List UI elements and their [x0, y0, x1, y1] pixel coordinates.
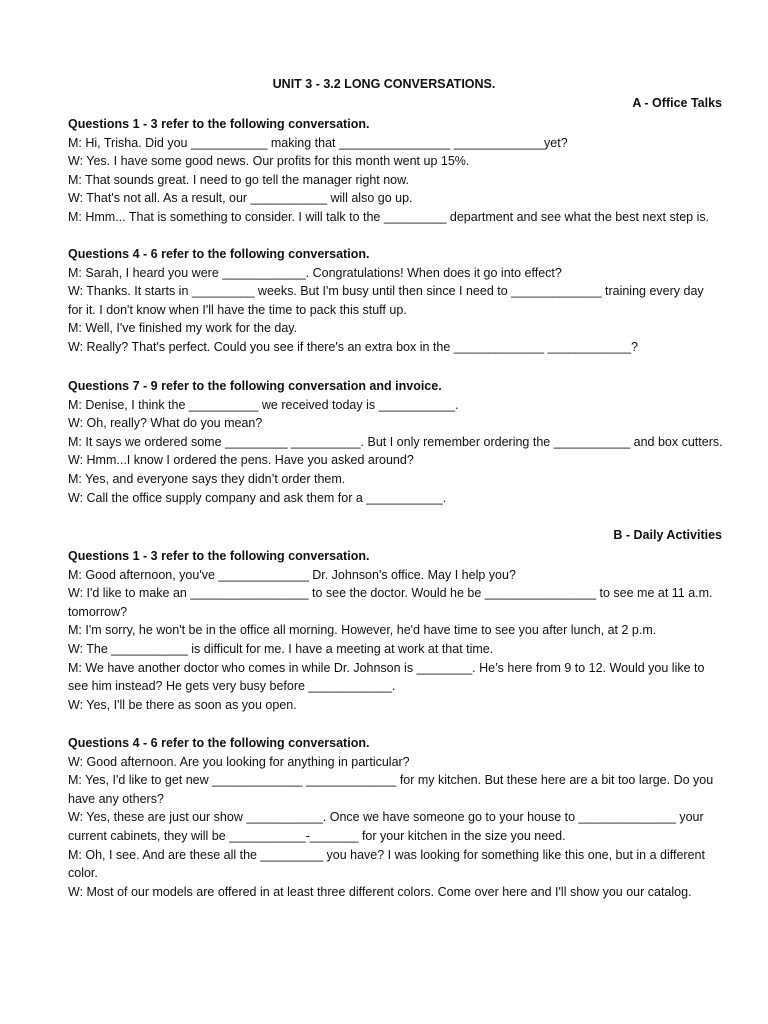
dialogue-line: M: Hmm... That is something to consider. I will talk to the _________ department and see what the best next step is. — [68, 209, 710, 224]
dialogue-line: M: Denise, I think the __________ we received today is ___________. — [68, 397, 459, 412]
dialogue-line: color. — [68, 866, 98, 881]
question-group-a3 — [68, 377, 733, 507]
dialogue-line: W: The ___________ is difficult for me. I have a meeting at work at that time. — [68, 641, 494, 656]
dialogue-line: W: Thanks. It starts in _________ weeks. But I'm busy until then since I need to _____________ training every day — [68, 284, 704, 299]
dialogue-line: W: That's not all. As a result, our ___________ will also go up. — [68, 191, 413, 206]
question-group-a1 — [68, 115, 733, 227]
question-header: Questions 7 - 9 refer to the following conversation and invoice. — [68, 379, 442, 393]
section-heading-daily-activities: B - Daily Activities — [613, 528, 722, 542]
dialogue-line: have any others? — [68, 791, 164, 806]
dialogue-line: W: I'd like to make an _________________ to see the doctor. Would he be ________________ to see me at 11 a.m. — [68, 586, 713, 601]
question-group-b2 — [68, 734, 733, 901]
dialogue-line: M: It says we ordered some _________ __________. But I only remember ordering the ___________ and box cutters. — [68, 434, 723, 449]
question-group-a2 — [68, 245, 733, 357]
dialogue-line: W: Hmm...I know I ordered the pens. Have you asked around? — [68, 453, 414, 468]
dialogue-line: M: Sarah, I heard you were ____________. Congratulations! When does it go into effect? — [68, 265, 562, 280]
dialogue-line: M: We have another doctor who comes in while Dr. Johnson is ________. He’s here from 9 to 12. Would you like to — [68, 660, 705, 675]
dialogue-line: W: Most of our models are offered in at least three different colors. Come over here and I'll show you our catalog. — [68, 884, 692, 899]
dialogue-line: for it. I don't know when I'll have the time to pack this stuff up. — [68, 302, 407, 317]
dialogue-line: W: Oh, really? What do you mean? — [68, 416, 263, 431]
dialogue-line: current cabinets, they will be ___________-_______ for your kitchen in the size you need. — [68, 828, 566, 843]
dialogue-line: M: Oh, I see. And are these all the _________ you have? I was looking for something like this one, but in a different — [68, 847, 705, 862]
dialogue-line: M: I'm sorry, he won't be in the office all morning. However, he'd have time to see you after lunch, at 2 p.m. — [68, 623, 657, 638]
question-header: Questions 4 - 6 refer to the following conversation. — [68, 736, 370, 750]
dialogue-line: M: Well, I've finished my work for the day. — [68, 321, 298, 336]
dialogue-line: W: Yes, these are just our show ___________. Once we have someone go to your house to ______________ your — [68, 810, 704, 825]
dialogue-line: M: Good afternoon, you've _____________ Dr. Johnson's office. May I help you? — [68, 567, 516, 582]
dialogue-line: W: Call the office supply company and ask them for a ___________. — [68, 490, 447, 505]
dialogue-line: W: Yes, I'll be there as soon as you open. — [68, 697, 297, 712]
page-title: UNIT 3 - 3.2 LONG CONVERSATIONS. — [272, 77, 496, 91]
question-header: Questions 1 - 3 refer to the following conversation. — [68, 117, 370, 131]
question-header: Questions 1 - 3 refer to the following conversation. — [68, 549, 370, 563]
dialogue-line: M: Yes, I'd like to get new _____________ _____________ for my kitchen. But these here are a bit too large. Do you — [68, 773, 714, 788]
dialogue-line: W: Yes. I have some good news. Our profits for this month went up 15%. — [68, 154, 470, 169]
dialogue-line: M: Yes, and everyone says they didn’t order them. — [68, 471, 346, 486]
dialogue-line: see him instead? He gets very busy before ____________. — [68, 679, 396, 694]
dialogue-line: M: That sounds great. I need to go tell the manager right now. — [68, 172, 409, 187]
dialogue-line: M: Hi, Trisha. Did you ___________ making that ________________ _____________yet? — [68, 135, 568, 150]
dialogue-line: tomorrow? — [68, 604, 128, 619]
dialogue-line: W: Good afternoon. Are you looking for anything in particular? — [68, 754, 410, 769]
question-group-b1 — [68, 547, 733, 714]
question-header: Questions 4 - 6 refer to the following conversation. — [68, 247, 370, 261]
dialogue-line: W: Really? That's perfect. Could you see if there's an extra box in the _____________ ____________? — [68, 339, 638, 354]
section-heading-office-talks: A - Office Talks — [632, 96, 722, 110]
